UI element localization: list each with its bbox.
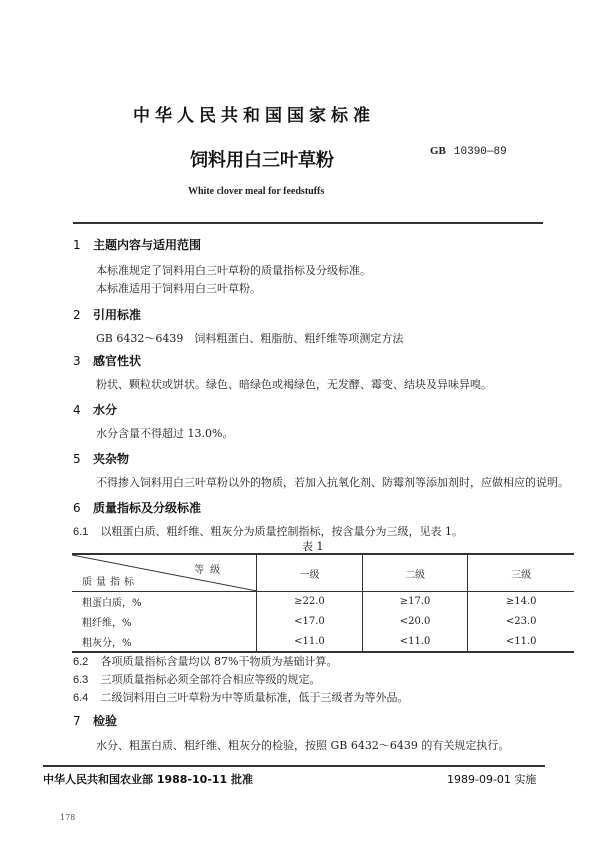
- document-subtitle-en: White clover meal for feedstuffs: [188, 186, 325, 197]
- cell-value: ≥14.0: [468, 592, 574, 612]
- cell-value: <11.0: [362, 632, 468, 652]
- table-row: [72, 632, 574, 652]
- section-title: 水分: [93, 403, 118, 417]
- table-row: [72, 612, 574, 632]
- section-number: 1: [73, 238, 81, 252]
- effective-date: 1989-09-01 实施: [447, 773, 537, 786]
- column-header-grade-3: 三级: [468, 554, 574, 592]
- clause-number: 6.4: [73, 692, 89, 704]
- table-header-row: [72, 554, 574, 592]
- section-3-heading: [73, 352, 141, 369]
- clause-text: 二级饲料用白三叶草粉为中等质量标准，低于三级者为等外品。: [100, 691, 409, 704]
- clause-6-4: [73, 689, 409, 705]
- column-header-grade-1: 一级: [257, 554, 363, 592]
- document-title: 饲料用白三叶草粉: [190, 150, 334, 171]
- row-label: 粗灰分，%: [82, 637, 132, 649]
- section-title: 夹杂物: [93, 452, 130, 466]
- standard-number: 10390—89: [453, 146, 507, 158]
- section-title: 主题内容与适用范围: [93, 238, 202, 252]
- standard-code: [430, 145, 507, 158]
- table-caption: 表 1: [302, 540, 324, 553]
- section-6-heading: [73, 499, 201, 516]
- clause-number: 6.3: [73, 674, 89, 686]
- clause-6-3: [73, 671, 321, 687]
- section-number: 5: [73, 452, 81, 466]
- clause-text: 以粗蛋白质、粗纤维、粗灰分为质量控制指标，按含量分为三级，见表 1。: [100, 525, 463, 538]
- corner-header-indicator: 质量指标: [82, 577, 138, 588]
- clause-text: 各项质量指标含量均以 87%干物质为基础计算。: [100, 655, 338, 668]
- approval-line: 中华人民共和国农业部 1988-10-11 批准: [43, 773, 254, 786]
- cell-value: <20.0: [362, 612, 468, 632]
- section-title: 质量指标及分级标准: [93, 501, 202, 515]
- section-number: 7: [73, 714, 81, 728]
- section-4-heading: [73, 401, 117, 418]
- cell-value: ≥22.0: [257, 592, 363, 612]
- section-1-heading: [73, 236, 201, 253]
- section-number: 2: [73, 308, 81, 322]
- clause-number: 6.1: [73, 526, 89, 538]
- section-3-line-1: 粉状、颗粒状或饼状。绿色、暗绿色或褐绿色，无发酵、霉变、结块及异味异嗅。: [96, 378, 492, 391]
- standard-prefix: GB: [430, 145, 446, 157]
- section-title: 检验: [93, 714, 118, 728]
- row-label: 粗纤维，%: [82, 618, 132, 629]
- section-5-line-1: 不得掺入饲料用白三叶草粉以外的物质，若加入抗氧化剂、防霉剂等添加剂时，应做相应的说明。: [96, 476, 569, 489]
- section-2-heading: [73, 306, 141, 323]
- section-1-line-2: 本标准适用于饲料用白三叶草粉。: [96, 282, 261, 295]
- clause-6-2: [73, 653, 337, 669]
- corner-header-cell: [72, 554, 257, 592]
- section-4-line-1: 水分含量不得超过 13.0%。: [96, 427, 234, 440]
- column-header-grade-2: 二级: [362, 554, 468, 592]
- row-label: 粗蛋白质，%: [82, 598, 142, 610]
- section-number: 4: [73, 403, 81, 417]
- section-5-heading: [73, 450, 129, 467]
- section-number: 6: [73, 501, 81, 515]
- section-number: 3: [73, 354, 81, 368]
- section-7-line-1: 水分、粗蛋白质、粗纤维、粗灰分的检验，按照 GB 6432～6439 的有关规定执行。: [96, 739, 510, 752]
- grade-table: [72, 553, 574, 653]
- national-standard-heading: 中华人民共和国国家标准: [133, 106, 375, 126]
- section-1-line-1: 本标准规定了饲料用白三叶草粉的质量指标及分级标准。: [96, 264, 371, 277]
- section-title: 感官性状: [93, 354, 142, 368]
- cell-value: ≥17.0: [362, 592, 468, 612]
- section-2-line-1: GB 6432～6439 饲料粗蛋白、粗脂肪、粗纤维等项测定方法: [96, 332, 404, 345]
- footer-rule: [43, 765, 545, 767]
- clause-number: 6.2: [73, 656, 89, 668]
- page-number: 178: [60, 813, 76, 822]
- corner-header-grade: 等级: [194, 565, 227, 576]
- section-title: 引用标准: [93, 308, 142, 322]
- clause-text: 三项质量指标必须全部符合相应等级的规定。: [100, 673, 321, 686]
- header-rule: [73, 222, 543, 224]
- cell-value: <17.0: [257, 612, 363, 632]
- cell-value: <11.0: [257, 632, 363, 652]
- table-row: [72, 592, 574, 612]
- section-7-heading: [73, 712, 117, 729]
- clause-6-1: [73, 523, 463, 539]
- cell-value: <11.0: [468, 632, 574, 652]
- cell-value: <23.0: [468, 612, 574, 632]
